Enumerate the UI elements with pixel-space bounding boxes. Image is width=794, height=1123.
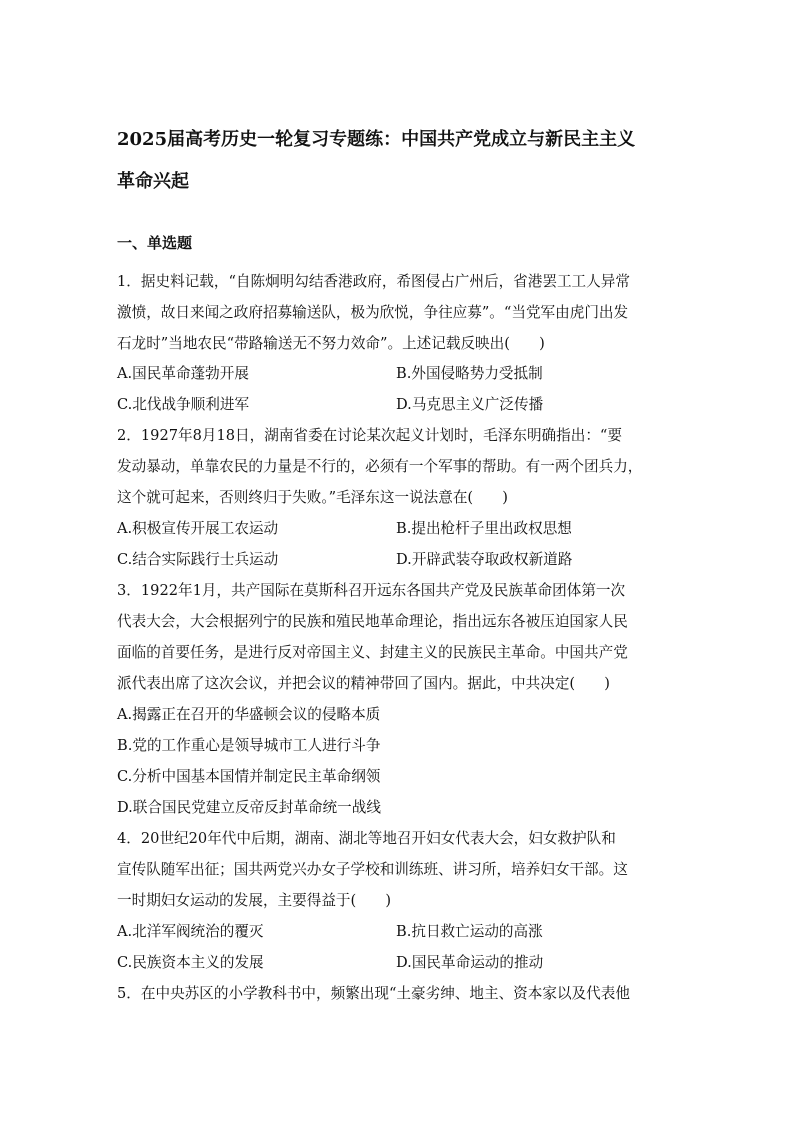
- question-1-option-c[interactable]: C.北伐战争顺利进军: [117, 396, 250, 413]
- question-3-option-c[interactable]: C.分析中国基本国情并制定民主革命纲领: [117, 768, 381, 785]
- question-2-line-3: 这个就可起来，否则终归于失败。”毛泽东这一说法意在( ): [117, 489, 508, 506]
- question-1-line-1: 1．据史料记载，“自陈炯明勾结香港政府，希图侵占广州后，省港罢工工人异常: [117, 273, 630, 290]
- document-title-line-1: 2025届高考历史一轮复习专题练：中国共产党成立与新民主主义: [117, 129, 636, 150]
- question-2-option-c[interactable]: C.结合实际践行士兵运动: [117, 551, 279, 568]
- question-3-line-2: 代表大会，大会根据列宁的民族和殖民地革命理论，指出远东各被压迫国家人民: [117, 613, 628, 630]
- question-2-option-b[interactable]: B.提出枪杆子里出政权思想: [396, 520, 572, 537]
- question-2-line-1: 2．1927年8月18日，湖南省委在讨论某次起义计划时，毛泽东明确指出：“要: [117, 427, 622, 444]
- question-1-option-b[interactable]: B.外国侵略势力受抵制: [396, 365, 543, 382]
- question-3-line-4: 派代表出席了这次会议，并把会议的精神带回了国内。据此，中共决定( ): [117, 675, 610, 692]
- question-2-option-a[interactable]: A.积极宣传开展工农运动: [117, 520, 279, 537]
- question-3-option-b[interactable]: B.党的工作重心是领导城市工人进行斗争: [117, 737, 381, 754]
- question-1-option-d[interactable]: D.马克思主义广泛传播: [396, 396, 544, 413]
- question-4-line-1: 4．20世纪20年代中后期，湖南、湖北等地召开妇女代表大会，妇女救护队和: [117, 830, 616, 847]
- question-3-option-a[interactable]: A.揭露正在召开的华盛顿会议的侵略本质: [117, 706, 381, 723]
- question-4-option-a[interactable]: A.北洋军阀统治的覆灭: [117, 923, 264, 940]
- question-4-option-b[interactable]: B.抗日救亡运动的高涨: [396, 923, 543, 940]
- question-4-option-c[interactable]: C.民族资本主义的发展: [117, 954, 264, 971]
- section-heading: 一、单选题: [117, 234, 193, 252]
- question-4-line-2: 宣传队随军出征；国共两党兴办女子学校和训练班、讲习所，培养妇女干部。这: [117, 861, 628, 878]
- document-title-line-2: 革命兴起: [117, 171, 189, 192]
- question-3-line-1: 3．1922年1月，共产国际在莫斯科召开远东各国共产党及民族革命团体第一次: [117, 582, 626, 599]
- question-3-option-d[interactable]: D.联合国民党建立反帝反封革命统一战线: [117, 799, 381, 816]
- question-5-line-1: 5．在中央苏区的小学教科书中，频繁出现“土豪劣绅、地主、资本家以及代表他: [117, 985, 630, 1002]
- question-1-line-3: 石龙时”当地农民“带路输送无不努力效命”。上述记载反映出( ): [117, 335, 545, 352]
- question-1-option-a[interactable]: A.国民革命蓬勃开展: [117, 365, 249, 382]
- question-4-line-3: 一时期妇女运动的发展，主要得益于( ): [117, 892, 392, 909]
- question-1-line-2: 激愤，故日来闻之政府招募输送队，极为欣悦，争往应募”。“当党军由虎门出发: [117, 304, 629, 321]
- question-3-line-3: 面临的首要任务，是进行反对帝国主义、封建主义的民族民主革命。中国共产党: [117, 644, 628, 661]
- question-2-option-d[interactable]: D.开辟武装夺取政权新道路: [396, 551, 573, 568]
- question-4-option-d[interactable]: D.国民革命运动的推动: [396, 954, 544, 971]
- question-2-line-2: 发动暴动，单靠农民的力量是不行的，必须有一个军事的帮助。有一两个团兵力，: [117, 458, 643, 475]
